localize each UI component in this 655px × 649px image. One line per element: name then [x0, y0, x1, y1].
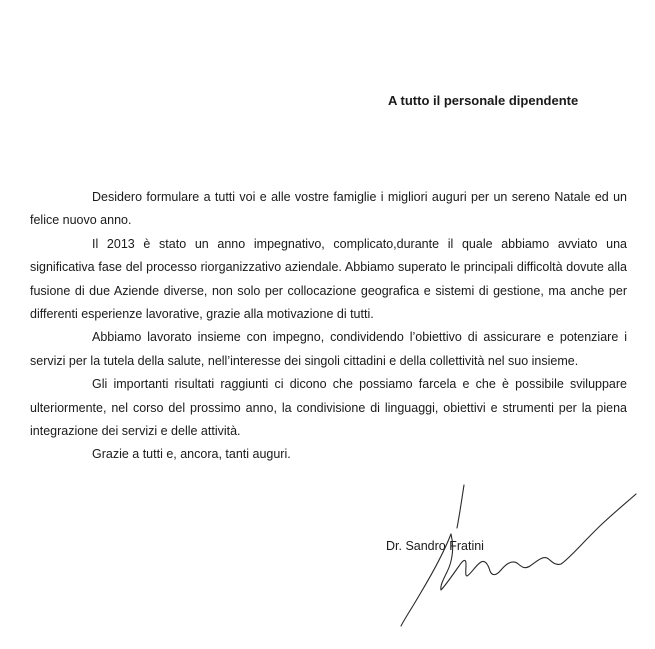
paragraph-future: Gli importanti risultati raggiunti ci dicono che possiamo farcela e che è possibile sviluppare ulteriormente, nel corso del prossimo anno, la condivisione di linguaggi, obiettivi e strumenti per la piena integrazione dei servizi e delle attività. — [30, 377, 627, 439]
letter-recipient: A tutto il personale dipendente — [388, 93, 579, 108]
signatory-name: Dr. Sandro Fratini — [386, 539, 484, 553]
paragraph-year-review: Il 2013 è stato un anno impegnativo, complicato,durante il quale abbiamo avviato una significativa fase del processo riorganizzativo aziendale. Abbiamo superato le principali difficoltà dovute alla fusione di due Aziende diverse, non solo per collocazione geografica e sistemi di gestione, ma anche per differenti esperienze lavorative, grazie alla motivazione di tutti. — [30, 236, 627, 322]
paragraph-teamwork: Abbiamo lavorato insieme con impegno, condividendo l’obiettivo di assicurare e potenziare i servizi per la tutela della salute, nell’interesse dei singoli cittadini e della collettività nel suo insieme. — [30, 330, 627, 368]
handwritten-signature — [380, 480, 650, 645]
paragraph-closing: Grazie a tutti e, ancora, tanti auguri. — [92, 447, 291, 462]
letter-body — [30, 186, 627, 467]
paragraph-greeting: Desidero formulare a tutti voi e alle vostre famiglie i migliori auguri per un sereno Natale ed un felice nuovo anno. — [30, 190, 627, 228]
